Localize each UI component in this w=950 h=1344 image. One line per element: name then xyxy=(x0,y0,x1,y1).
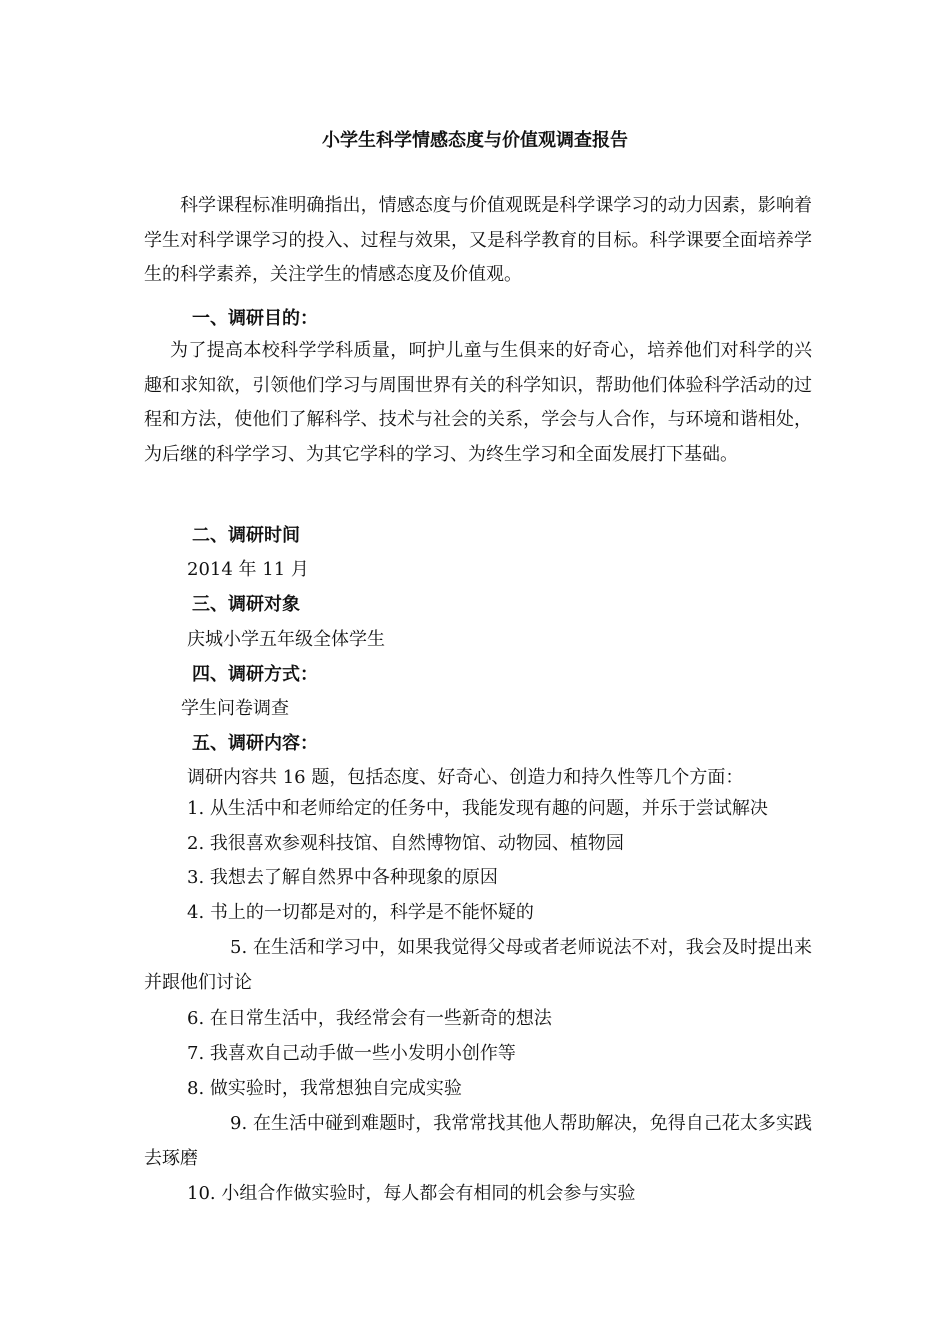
list-item xyxy=(144,930,812,1000)
list-item-number: 3. xyxy=(187,867,205,888)
purpose-text: 为了提高本校科学学科质量，呵护儿童与生俱来的好奇心，培养他们对科学的兴趣和求知欲，引领他们学习与周围世界有关的科学知识，帮助他们体验科学活动的过程和方法，使他们了解科学、技术与社会的关系，学会与人合作，与环境和谐相处，为后继的科学学习、为其它学科的学习、为终生学习和全面发展打下基础。 xyxy=(144,340,812,465)
list-item-number: 4. xyxy=(187,902,205,923)
list-item-number: 5. xyxy=(230,937,248,958)
list-item xyxy=(144,1106,812,1176)
list-item-number: 1. xyxy=(187,798,205,819)
section-heading-content: 五、调研内容： xyxy=(192,733,318,754)
section-heading-subject: 三、调研对象 xyxy=(192,594,300,615)
section-heading-time: 二、调研时间 xyxy=(192,525,300,546)
list-item-text: 我想去了解自然界中各种现象的原因 xyxy=(209,867,498,888)
list-item-text: 在生活中碰到难题时，我常常找其他人帮助解决，免得自己花太多实践去琢磨 xyxy=(144,1113,812,1169)
list-item-number: 9. xyxy=(230,1113,248,1134)
survey-subject-value: 庆城小学五年级全体学生 xyxy=(187,629,385,650)
list-item-number: 10. xyxy=(187,1183,216,1204)
list-item xyxy=(144,826,812,861)
list-item xyxy=(144,1071,812,1106)
document-title: 小学生科学情感态度与价值观调查报告 xyxy=(322,130,628,151)
purpose-paragraph xyxy=(144,334,812,472)
list-item xyxy=(144,791,812,826)
list-item xyxy=(144,895,812,930)
survey-content-value: 调研内容共 16 题，包括态度、好奇心、创造力和持久性等几个方面： xyxy=(187,767,744,788)
list-item-text: 我喜欢自己动手做一些小发明小创作等 xyxy=(209,1043,516,1064)
list-item-number: 8. xyxy=(187,1078,205,1099)
list-item xyxy=(144,1176,812,1211)
list-item-text: 小组合作做实验时，每人都会有相同的机会参与实验 xyxy=(221,1183,636,1204)
list-item-text: 在日常生活中，我经常会有一些新奇的想法 xyxy=(209,1008,552,1029)
section-heading-purpose: 一、调研目的： xyxy=(192,308,318,329)
intro-text: 科学课程标准明确指出，情感态度与价值观既是科学课学习的动力因素，影响着学生对科学课学习的投入、过程与效果，又是科学教育的目标。科学课要全面培养学生的科学素养，关注学生的情感态度及价值观。 xyxy=(144,195,812,285)
list-item xyxy=(144,1036,812,1071)
list-item-text: 在生活和学习中，如果我觉得父母或者老师说法不对，我会及时提出来并跟他们讨论 xyxy=(144,937,812,993)
survey-method-value: 学生问卷调查 xyxy=(181,698,289,719)
section-heading-method: 四、调研方式： xyxy=(192,664,318,685)
list-item-number: 6. xyxy=(187,1008,205,1029)
list-item-number: 2. xyxy=(187,833,205,854)
list-item-text: 做实验时，我常想独自完成实验 xyxy=(209,1078,462,1099)
list-item-text: 书上的一切都是对的，科学是不能怀疑的 xyxy=(209,902,534,923)
intro-paragraph xyxy=(144,189,812,293)
list-item-text: 我很喜欢参观科技馆、自然博物馆、动物园、植物园 xyxy=(209,833,624,854)
list-item-number: 7. xyxy=(187,1043,205,1064)
list-item xyxy=(144,1001,812,1036)
list-item-text: 从生活中和老师给定的任务中，我能发现有趣的问题，并乐于尝试解决 xyxy=(209,798,768,819)
survey-time-value: 2014 年 11 月 xyxy=(187,559,309,580)
list-item xyxy=(144,860,812,895)
